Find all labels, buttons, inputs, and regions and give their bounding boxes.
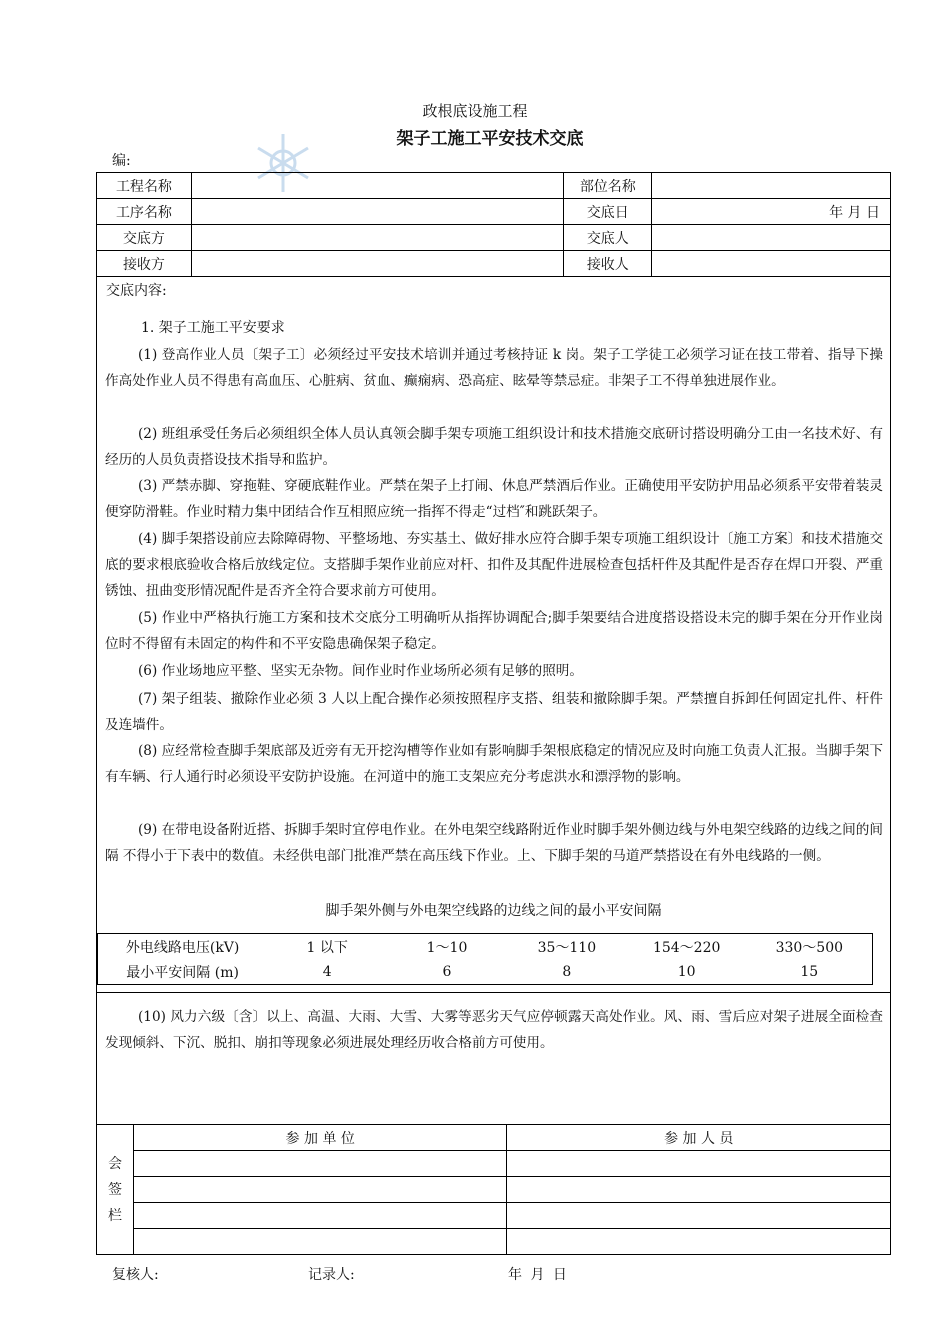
content-box: [96, 276, 891, 1125]
receiver-party-field[interactable]: [191, 251, 563, 277]
receiver-person-label: 接收人: [564, 251, 652, 277]
part-name-label: 部位名称: [564, 173, 652, 199]
unit-column-header: 参 加 单 位: [133, 1125, 507, 1151]
sign-label-1: 会: [107, 1155, 122, 1172]
unit-field[interactable]: [133, 1203, 507, 1229]
sign-label-2: 签: [107, 1181, 122, 1198]
voltage-label: 外电线路电压(kV): [125, 939, 240, 956]
table-row: [98, 934, 873, 960]
handover-person-field[interactable]: [652, 225, 891, 251]
document-title: 架子工施工平安技术交底: [396, 129, 584, 149]
paragraph-4: (4) 脚手架搭设前应去除障碍物、平整场地、夯实基土、做好排水应符合脚手架专项施工组织设计〔施工方案〕和技术措施交底的要求根底验收合格后放线定位。支搭脚手架作业前应对杆、扣件及其配件进展检查包括杆件及其配件是否存在焊口开裂、严重锈蚀、扭曲变形情况配件是否齐全符合要求前方可使用。: [105, 531, 883, 599]
paragraph-7: (7) 架子组装、撤除作业必须 3 人以上配合操作必须按照程序支搭、组装和撤除脚手架。严禁擅自拆卸任何固定扎件、杆件及连墙件。: [105, 691, 883, 733]
handover-date-field[interactable]: 年 月 日: [652, 199, 891, 225]
sign-label-3: 栏: [107, 1207, 122, 1224]
table-cell: 15: [800, 963, 819, 980]
table-row: [97, 1203, 891, 1229]
footer-date: 年 月 日: [508, 1267, 567, 1283]
table-row: [97, 173, 891, 199]
section-title: 1. 架子工施工平安要求: [141, 320, 285, 336]
table-cell: 35～110: [537, 939, 597, 956]
process-name-field[interactable]: [191, 199, 563, 225]
project-name-label: 工程名称: [97, 173, 192, 199]
person-column-header: 参 加 人 员: [507, 1125, 891, 1151]
table-row: [97, 1229, 891, 1255]
table-cell: 6: [442, 963, 452, 980]
person-field[interactable]: [507, 1177, 891, 1203]
sign-column-label: [97, 1125, 134, 1255]
sign-table: [96, 1124, 891, 1255]
receiver-person-field[interactable]: [652, 251, 891, 277]
person-field[interactable]: [507, 1151, 891, 1177]
clearance-table: [97, 933, 873, 985]
table-row: [97, 1151, 891, 1177]
table-row: [97, 251, 891, 277]
paragraph-9: (9) 在带电设备附近搭、拆脚手架时宜停电作业。在外电架空线路附近作业时脚手架外侧边线与外电架空线路的边线之间的间隔 不得小于下表中的数值。未经供电部门批准严禁在高压线下作业。上、下脚手架的马道严禁搭设在有外电线路的一侧。: [105, 822, 883, 864]
project-name-field[interactable]: [191, 173, 563, 199]
table-row: [97, 1177, 891, 1203]
reviewer-label: 复核人:: [112, 1267, 159, 1283]
table-cell: 154～220: [652, 939, 721, 956]
table-cell: 10: [677, 963, 696, 980]
unit-field[interactable]: [133, 1229, 507, 1255]
table-cell: 1～10: [426, 939, 468, 956]
content-divider: [97, 992, 890, 993]
table-cell: 330～500: [775, 939, 844, 956]
distance-label: 最小平安间隔 (m): [126, 964, 239, 981]
clearance-table-caption: 脚手架外侧与外电架空线路的边线之间的最小平安间隔: [325, 903, 662, 919]
handover-date-label: 交底日: [564, 199, 652, 225]
unit-field[interactable]: [133, 1177, 507, 1203]
table-cell: 4: [322, 963, 332, 980]
handover-party-label: 交底方: [97, 225, 192, 251]
table-cell: 1 以下: [306, 939, 348, 956]
info-table: [96, 172, 891, 277]
paragraph-3: (3) 严禁赤脚、穿拖鞋、穿硬底鞋作业。严禁在架子上打闹、休息严禁酒后作业。正确使用平安防护用品必须系平安带着装灵便穿防滑鞋。作业时精力集中团结合作互相照应统一指挥不得走“过档″和跳跃架子。: [105, 478, 883, 520]
handover-person-label: 交底人: [564, 225, 652, 251]
table-cell: 8: [562, 963, 572, 980]
paragraph-8: (8) 应经常检查脚手架底部及近旁有无开挖沟槽等作业如有影响脚手架根底稳定的情况应及时向施工负责人汇报。当脚手架下有车辆、行人通行时必须设平安防护设施。在河道中的施工支架应充分考虑洪水和漂浮物的影响。: [105, 743, 883, 785]
recorder-label: 记录人:: [308, 1267, 355, 1283]
paragraph-6: (6) 作业场地应平整、坚实无杂物。间作业时作业场所必须有足够的照明。: [138, 663, 583, 679]
paragraph-1: (1) 登高作业人员〔架子工〕必须经过平安技术培训并通过考核持证 k 岗。架子工学徒工必须学习证在技工带着、指导下操作高处作业人员不得患有高血压、心脏病、贫血、癫痫病、恐高症、眩晕等禁忌症。非架子工不得单独进展作业。: [105, 347, 883, 389]
unit-field[interactable]: [133, 1151, 507, 1177]
table-row: [97, 199, 891, 225]
document-subtitle: 政根底设施工程: [422, 102, 528, 120]
paragraph-2: (2) 班组承受任务后必须组织全体人员认真领会脚手架专项施工组织设计和技术措施交底研讨搭设明确分工由一名技术好、有经历的人员负责搭设技术指导和监护。: [105, 426, 883, 468]
content-label: 交底内容:: [106, 283, 167, 299]
person-field[interactable]: [507, 1203, 891, 1229]
handover-party-field[interactable]: [191, 225, 563, 251]
paragraph-10: (10) 风力六级〔含〕以上、高温、大雨、大雪、大雾等恶劣天气应停顿露天高处作业。风、雨、雪后应对架子进展全面检查发现倾斜、下沉、脱扣、崩扣等现象必须进展处理经历收合格前方可使用。: [105, 1009, 883, 1051]
paragraph-5: (5) 作业中严格执行施工方案和技术交底分工明确听从指挥协调配合;脚手架要结合进度搭设搭设未完的脚手架在分开作业岗位时不得留有未固定的构件和不平安隐患确保架子稳定。: [105, 610, 883, 652]
receiver-party-label: 接收方: [97, 251, 192, 277]
process-name-label: 工序名称: [97, 199, 192, 225]
table-row: [98, 959, 873, 985]
person-field[interactable]: [507, 1229, 891, 1255]
bian-label: 编:: [112, 153, 131, 169]
table-row: [97, 225, 891, 251]
part-name-field[interactable]: [652, 173, 891, 199]
table-row: [97, 1125, 891, 1151]
